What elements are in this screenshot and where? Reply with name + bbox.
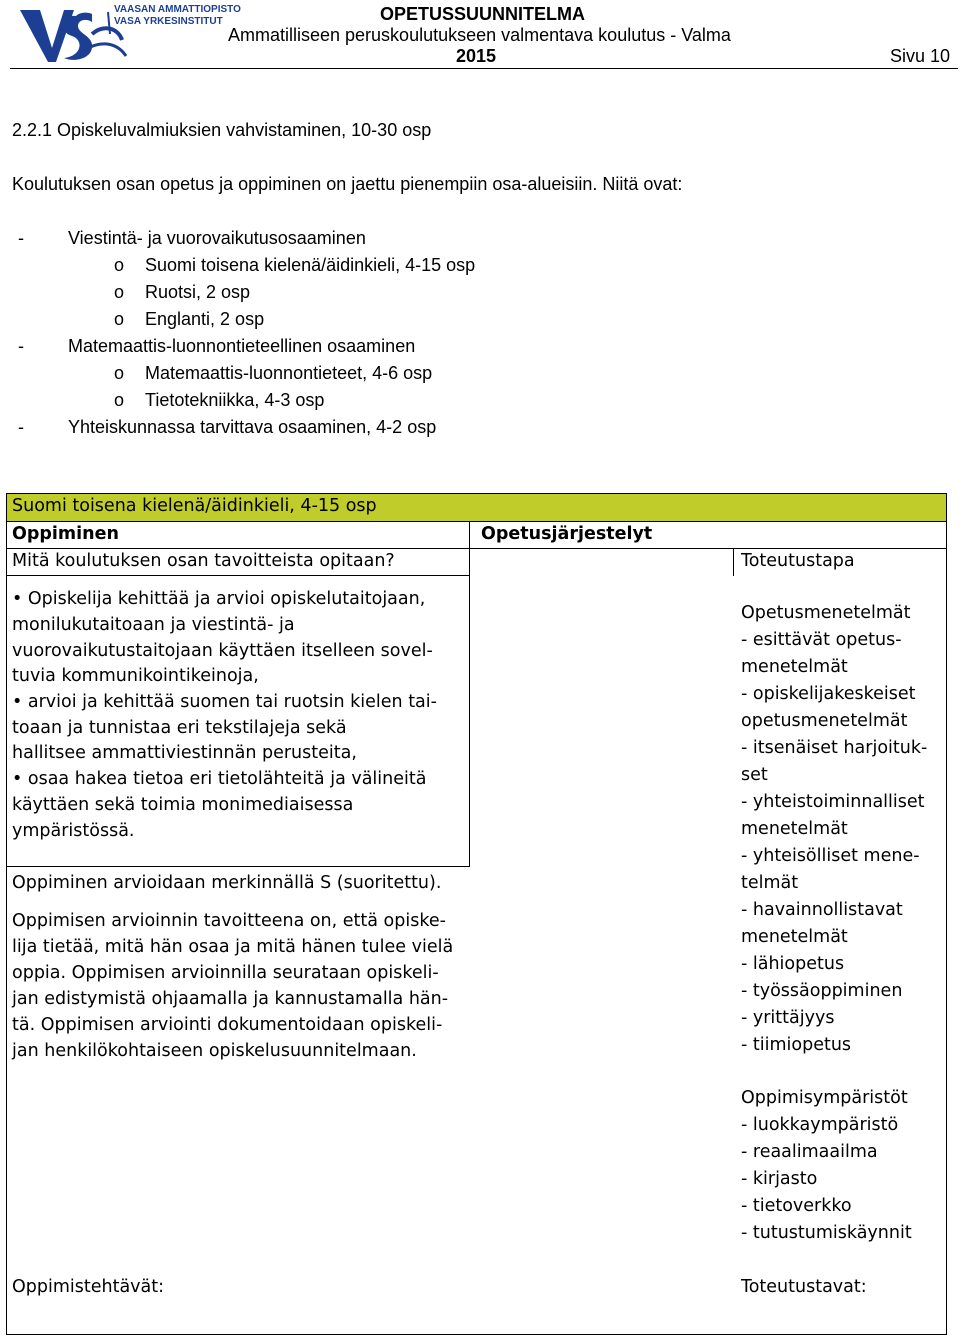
method-line: menetelmät [741, 927, 848, 947]
environments-title: Oppimisympäristöt [741, 1088, 908, 1108]
table-border [6, 521, 947, 522]
table-border-top [6, 493, 947, 494]
list-item: Yhteiskunnassa tarvittava osaaminen, 4-2 osp [68, 417, 437, 437]
document-subtitle: Ammatilliseen peruskoulutukseen valmentava koulutus - Valma [228, 25, 731, 45]
document-year: 2015 [456, 46, 497, 66]
list-marker: - [18, 417, 24, 437]
method-line: - työssäoppiminen [741, 981, 903, 1001]
assessment-text: jan edistymistä ohjaamalla ja kannustamalla hän- [12, 989, 449, 1009]
list-marker: o [114, 363, 125, 383]
assessment-text: jan henkilökohtaiseen opiskelusuunnitelmaan. [12, 1041, 417, 1061]
list-item: Viestintä- ja vuorovaikutusosaaminen [68, 228, 366, 248]
list-item: Matemaattis-luonnontieteellinen osaaminen [68, 336, 416, 356]
implementation-methods-label: Toteutustavat: [741, 1277, 867, 1297]
table-border [6, 866, 469, 867]
assessment-text: lija tietää, mitä hän osaa ja mitä hänen tulee vielä [12, 937, 454, 957]
col-header-oppiminen: Oppiminen [12, 524, 119, 544]
table-title: Suomi toisena kielenä/äidinkieli, 4-15 osp [12, 496, 377, 516]
environment-line: - tutustumiskäynnit [741, 1223, 912, 1243]
method-line: - opiskelijakeskeiset [741, 684, 916, 704]
goal-line: käyttäen sekä toimia monimediaisessa [12, 795, 354, 815]
section-intro: Koulutuksen osan opetus ja oppiminen on jaettu pienempiin osa-alueisiin. Niitä ovat: [12, 174, 683, 194]
list-marker: o [114, 390, 125, 410]
assessment-text: tä. Oppimisen arviointi dokumentoidaan opiskeli- [12, 1015, 443, 1035]
goals-question: Mitä koulutuksen osan tavoitteista opitaan? [12, 551, 395, 571]
table-column-divider [469, 521, 470, 867]
col-header-opetusjarjestelyt: Opetusjärjestelyt [481, 524, 653, 544]
method-line: telmät [741, 873, 799, 893]
list-item: Suomi toisena kielenä/äidinkieli, 4-15 osp [145, 255, 476, 275]
environment-line: - luokkaympäristö [741, 1115, 899, 1135]
method-line: - yhteisölliset mene- [741, 846, 920, 866]
list-marker: - [18, 228, 24, 248]
environment-line: - kirjasto [741, 1169, 818, 1189]
method-line: - havainnollistavat [741, 900, 903, 920]
goal-line: vuorovaikutustaitojaan käyttäen itselleen sovel- [12, 641, 433, 661]
list-marker: - [18, 336, 24, 356]
goal-line: • Opiskelija kehittää ja arvioi opiskelutaitojaan, [12, 589, 426, 609]
document-title: OPETUSSUUNNITELMA [380, 4, 586, 24]
assessment-text: Oppimisen arvioinnin tavoitteena on, että opiske- [12, 911, 446, 931]
logo-text-sv: VASA YRKESINSTITUT [114, 16, 223, 27]
toteutustapa-label: Toteutustapa [741, 551, 855, 571]
method-line: - itsenäiset harjoituk- [741, 738, 928, 758]
list-marker: o [114, 255, 125, 275]
school-logo [18, 4, 248, 66]
table-border [6, 575, 469, 576]
method-line: - esittävät opetus- [741, 630, 902, 650]
method-line: menetelmät [741, 657, 848, 677]
environment-line: - tietoverkko [741, 1196, 852, 1216]
tasks-label: Oppimistehtävät: [12, 1277, 165, 1297]
method-line: - yhteistoiminnalliset [741, 792, 925, 812]
logo-text-fi: VAASAN AMMATTIOPISTO [114, 4, 241, 15]
page-number: Sivu 10 [889, 46, 950, 66]
table-border-right [946, 493, 947, 1335]
table-column-divider [733, 548, 734, 576]
goal-line: ympäristössä. [12, 821, 135, 841]
assessment-line: Oppiminen arvioidaan merkinnällä S (suoritettu). [12, 873, 442, 893]
goal-line: • osaa hakea tietoa eri tietolähteitä ja välineitä [12, 769, 427, 789]
list-marker: o [114, 282, 125, 302]
list-item: Matemaattis-luonnontieteet, 4-6 osp [145, 363, 433, 383]
goal-line: monilukutaitoaan ja viestintä- ja [12, 615, 295, 635]
method-line: - lähiopetus [741, 954, 845, 974]
list-item: Englanti, 2 osp [145, 309, 265, 329]
method-line: opetusmenetelmät [741, 711, 908, 731]
assessment-text: oppia. Oppimisen arvioinnilla seurataan opiskeli- [12, 963, 439, 983]
goal-line: • arvioi ja kehittää suomen tai ruotsin kielen tai- [12, 692, 437, 712]
method-line: - yrittäjyys [741, 1008, 835, 1028]
goal-line: toaan ja tunnistaa eri tekstilajeja sekä [12, 718, 347, 738]
method-line: - tiimiopetus [741, 1035, 852, 1055]
header-rule [10, 68, 958, 69]
table-border [6, 548, 947, 549]
goal-line: hallitsee ammattiviestinnän perusteita, [12, 743, 357, 763]
goal-line: tuvia kommunikointikeinoja, [12, 666, 259, 686]
list-item: Tietotekniikka, 4-3 osp [145, 390, 325, 410]
section-heading: 2.2.1 Opiskeluvalmiuksien vahvistaminen, 10-30 osp [12, 120, 432, 140]
table-border-left [6, 493, 7, 1335]
environment-line: - reaalimaailma [741, 1142, 878, 1162]
methods-title: Opetusmenetelmät [741, 603, 911, 623]
list-marker: o [114, 309, 125, 329]
method-line: menetelmät [741, 819, 848, 839]
list-item: Ruotsi, 2 osp [145, 282, 251, 302]
table-border-bottom [6, 1334, 947, 1335]
method-line: set [741, 765, 768, 785]
